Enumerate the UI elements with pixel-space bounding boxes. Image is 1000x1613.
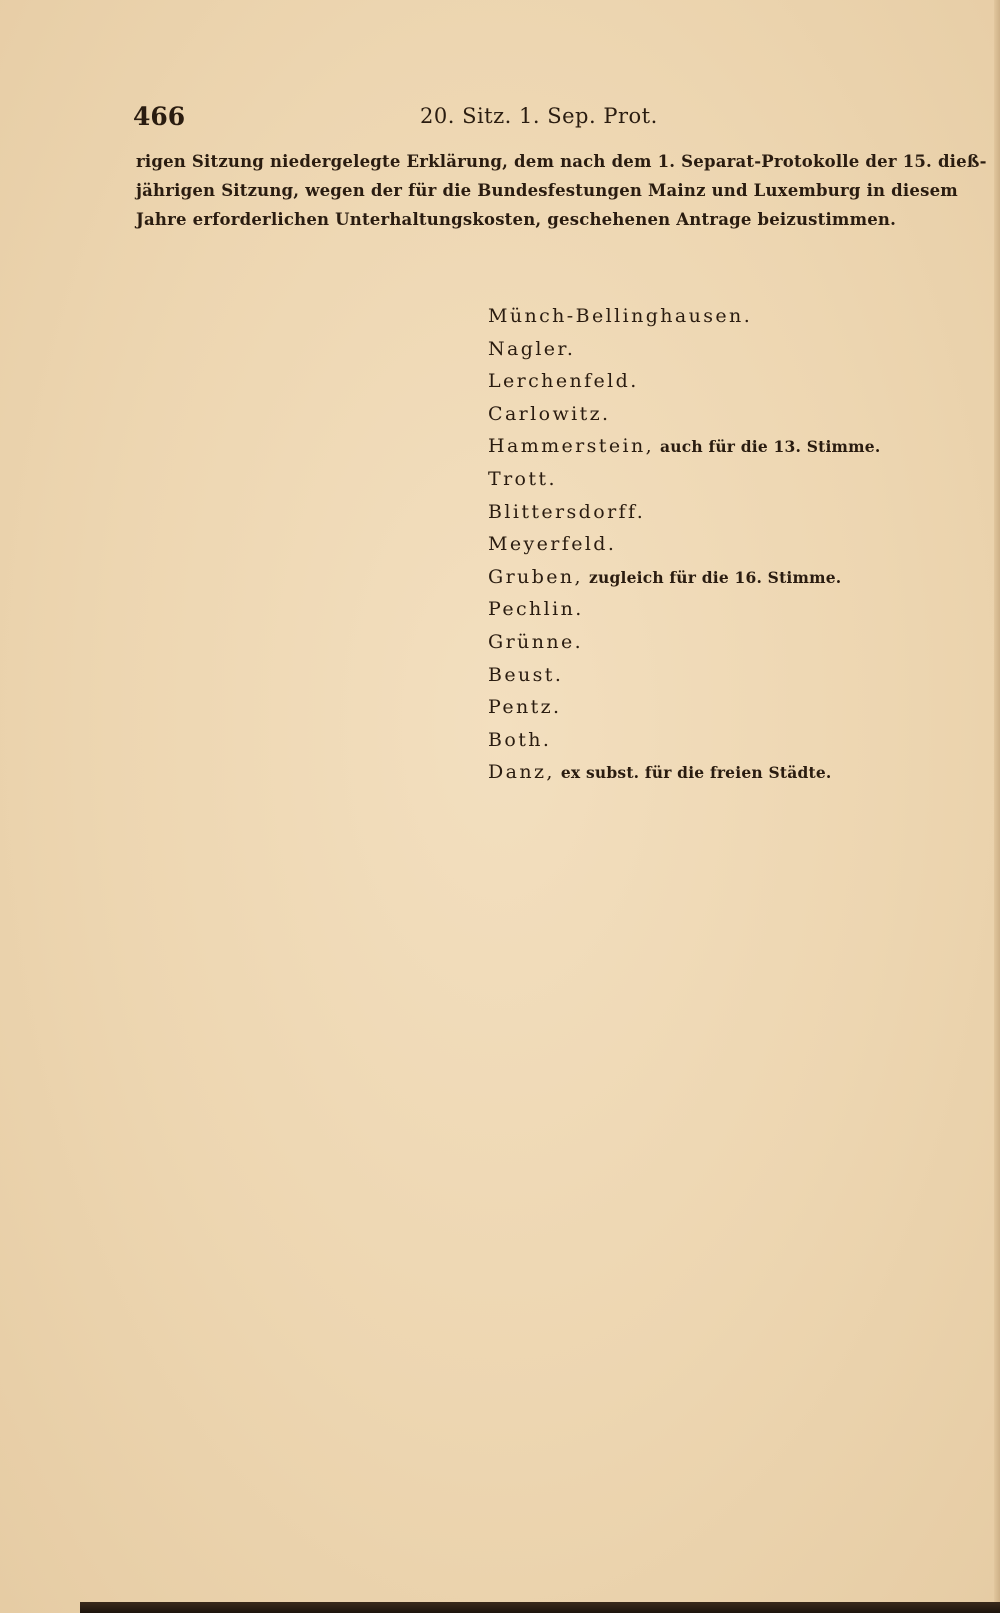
signatory-row	[488, 528, 948, 561]
body-line: Jahre erforderlichen Unterhaltungskosten, geschehenen Antrage beizustimmen.	[136, 210, 897, 229]
signatory-name: Danz,	[488, 761, 555, 784]
body-paragraph	[136, 147, 987, 234]
signatory-row	[488, 724, 948, 757]
signatory-name: Both.	[488, 728, 552, 751]
signatory-list	[488, 300, 948, 789]
body-line: rigen Sitzung niedergelegte Erklärung, dem nach dem 1. Separat-Protokolle der 15. dieß-	[136, 152, 987, 171]
body-line: jährigen Sitzung, wegen der für die Bundesfestungen Mainz und Luxemburg in diesem	[136, 181, 958, 200]
signatory-row	[488, 430, 948, 463]
signatory-row	[488, 333, 948, 366]
signatory-name: Pechlin.	[488, 598, 584, 621]
signatory-row	[488, 659, 948, 692]
signatory-name: Hammerstein,	[488, 435, 655, 458]
signatory-name: Beust.	[488, 663, 564, 686]
signatory-row	[488, 496, 948, 529]
signatory-name: Pentz.	[488, 696, 562, 719]
signatory-row	[488, 398, 948, 431]
signatory-note: ex subst. für die freien Städte.	[560, 763, 832, 783]
signatory-note: auch für die 13. Stimme.	[660, 437, 881, 457]
signatory-name: Nagler.	[488, 337, 576, 360]
signatory-name: Meyerfeld.	[488, 533, 617, 556]
signatory-row	[488, 626, 948, 659]
page-edge	[994, 0, 1000, 1613]
signatory-row	[488, 691, 948, 724]
running-head: 20. Sitz. 1. Sep. Prot.	[420, 104, 658, 128]
signatory-name: Blittersdorff.	[488, 500, 646, 523]
signatory-name: Münch-Bellinghausen.	[488, 305, 753, 327]
signatory-name: Lerchenfeld.	[488, 370, 639, 393]
signatory-note: zugleich für die 16. Stimme.	[588, 567, 842, 587]
signatory-row	[488, 365, 948, 398]
signatory-name: Gruben,	[488, 565, 583, 588]
signatory-row	[488, 561, 948, 594]
signatory-row	[488, 463, 948, 496]
signatory-row	[488, 593, 948, 626]
signatory-row	[488, 756, 948, 789]
signatory-name: Grünne.	[488, 630, 584, 653]
signatory-row	[488, 300, 948, 333]
signatory-name: Carlowitz.	[488, 402, 611, 425]
page-bottom-edge	[80, 1602, 1000, 1613]
page-number: 466	[133, 102, 186, 131]
signatory-name: Trott.	[488, 467, 557, 490]
